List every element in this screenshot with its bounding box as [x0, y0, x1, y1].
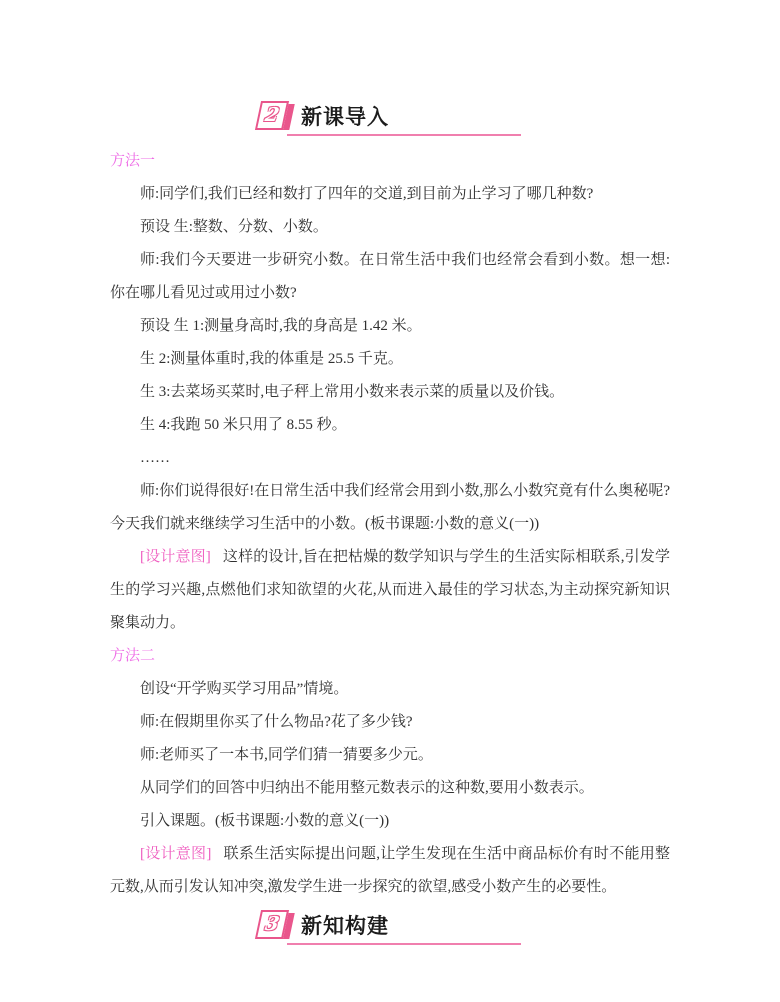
- method-heading: 方法一: [110, 153, 156, 169]
- section-header-build: [258, 909, 521, 941]
- section-title: 新课导入: [301, 106, 389, 129]
- design-intent: [110, 838, 670, 904]
- design-intent-text: 联系生活实际提出问题,让学生发现在生活中商品标价有时不能用整元数,从而引发认知冲突,激发学生进一步探究的欲望,感受小数产生的必要性。: [110, 846, 670, 895]
- section-number: 2: [263, 104, 282, 126]
- design-intent-label: [设计意图]: [140, 549, 211, 565]
- design-intent-text: 这样的设计,旨在把枯燥的数学知识与学生的生活实际相联系,引发学生的学习兴趣,点燃他们求知欲望的火花,从而进入最佳的学习状态,为主动探究新知识聚集动力。: [110, 549, 670, 631]
- paragraph: 生 3:去菜场买菜时,电子秤上常用小数来表示菜的质量以及价钱。: [140, 384, 565, 400]
- paragraph: 预设 生 1:测量身高时,我的身高是 1.42 米。: [140, 318, 422, 334]
- design-intent: [110, 541, 670, 640]
- section-number-badge: [258, 910, 295, 940]
- paragraph: 预设 生:整数、分数、小数。: [140, 219, 328, 235]
- section-number-badge: [258, 101, 295, 131]
- paragraph: 从同学们的回答中归纳出不能用整元数表示的这种数,要用小数表示。: [140, 780, 594, 796]
- paragraph: 生 2:测量体重时,我的体重是 25.5 千克。: [140, 351, 403, 367]
- paragraph: 创设“开学购买学习用品”情境。: [140, 681, 349, 697]
- section-underline: [287, 943, 521, 945]
- section-header-intro: [258, 100, 521, 132]
- paragraph: 师:在假期里你买了什么物品?花了多少钱?: [140, 714, 413, 730]
- section-title: 新知构建: [301, 915, 389, 938]
- paragraph: 师:同学们,我们已经和数打了四年的交道,到目前为止学习了哪几种数?: [140, 186, 594, 202]
- design-intent-label: [设计意图]: [140, 846, 212, 862]
- section-number: 3: [263, 913, 282, 935]
- paragraph: 师:你们说得很好!在日常生活中我们经常会用到小数,那么小数究竟有什么奥秘呢?今天我们就来继续学习生活中的小数。(板书课题:小数的意义(一)): [110, 483, 670, 532]
- method-heading: 方法二: [110, 648, 156, 664]
- paragraph: 引入课题。(板书课题:小数的意义(一)): [140, 813, 390, 829]
- section-underline: [287, 134, 521, 136]
- paragraph: 师:我们今天要进一步研究小数。在日常生活中我们也经常会看到小数。想一想:你在哪儿看见过或用过小数?: [110, 252, 670, 301]
- ellipsis-line: ……: [140, 450, 170, 466]
- lesson-content: [110, 145, 670, 904]
- paragraph: 师:老师买了一本书,同学们猜一猜要多少元。: [140, 747, 433, 763]
- paragraph: 生 4:我跑 50 米只用了 8.55 秒。: [140, 417, 347, 433]
